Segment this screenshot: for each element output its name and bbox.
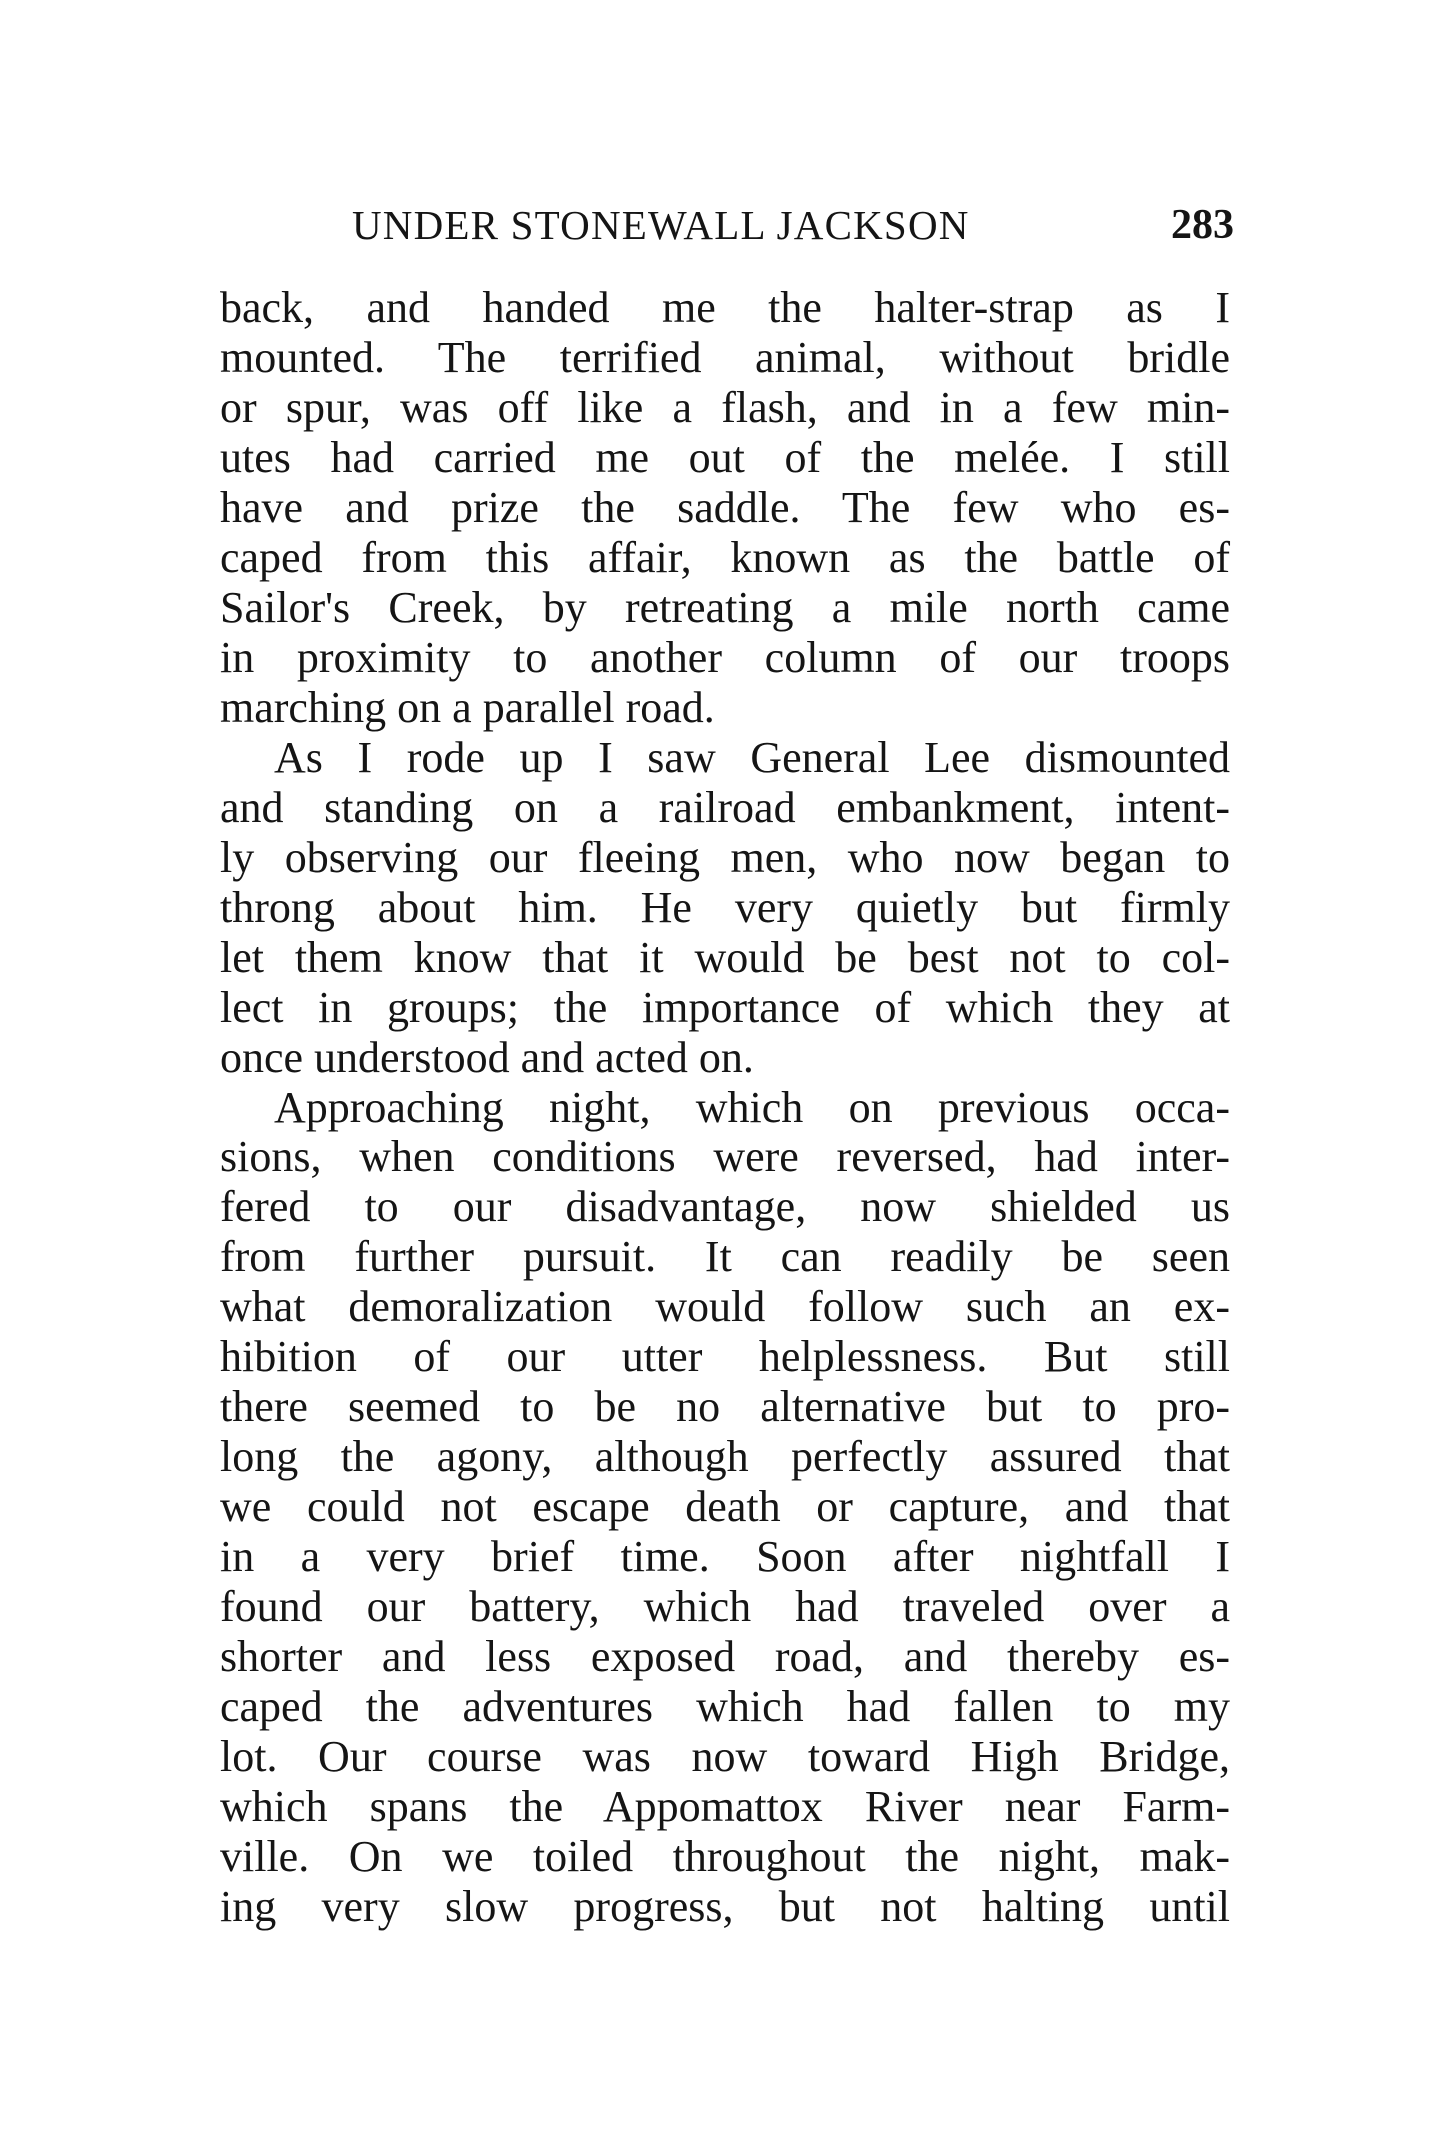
- text-line: sions, when conditions were reversed, had inter-: [220, 1132, 1230, 1182]
- paragraph-end-line: once understood and acted on.: [220, 1032, 754, 1082]
- text-line: have and prize the saddle. The few who es-: [220, 482, 1230, 532]
- text-line: hibition of our utter helplessness. But still: [220, 1332, 1230, 1382]
- text-line: back, and handed me the halter-strap as I: [220, 283, 1230, 332]
- paragraph-start-line: As I rode up I saw General Lee dismounted: [274, 732, 1230, 782]
- page-number: 283: [1171, 202, 1234, 248]
- running-title: UNDER STONEWALL JACKSON: [352, 202, 970, 248]
- text-line: there seemed to be no alternative but to pro-: [220, 1382, 1230, 1432]
- text-line: which spans the Appomattox River near Farm-: [220, 1782, 1230, 1832]
- text-line: Sailor's Creek, by retreating a mile north came: [220, 582, 1230, 632]
- text-line: what demoralization would follow such an ex-: [220, 1282, 1230, 1332]
- text-line: we could not escape death or capture, and that: [220, 1482, 1230, 1532]
- text-line: caped the adventures which had fallen to my: [220, 1682, 1230, 1732]
- running-head: [352, 197, 1234, 253]
- text-line: long the agony, although perfectly assured that: [220, 1432, 1230, 1482]
- text-line: ly observing our fleeing men, who now began to: [220, 832, 1230, 882]
- text-line: utes had carried me out of the melée. I still: [220, 432, 1230, 482]
- text-line: fered to our disadvantage, now shielded us: [220, 1182, 1230, 1232]
- text-line: or spur, was off like a flash, and in a few min-: [220, 382, 1230, 432]
- text-line: lect in groups; the importance of which they at: [220, 982, 1230, 1032]
- text-line: caped from this affair, known as the battle of: [220, 532, 1230, 582]
- text-line: shorter and less exposed road, and thereby es-: [220, 1632, 1230, 1682]
- text-line: mounted. The terrified animal, without bridle: [220, 332, 1230, 382]
- text-line: in proximity to another column of our troops: [220, 632, 1230, 682]
- text-line: let them know that it would be best not to col-: [220, 932, 1230, 982]
- text-line: from further pursuit. It can readily be seen: [220, 1232, 1230, 1282]
- text-line: ing very slow progress, but not halting until: [220, 1882, 1230, 1931]
- text-line: and standing on a railroad embankment, intent-: [220, 782, 1230, 832]
- text-line: throng about him. He very quietly but firmly: [220, 882, 1230, 932]
- paragraph-start-line: Approaching night, which on previous occa-: [274, 1082, 1230, 1132]
- paragraph-end-line: marching on a parallel road.: [220, 682, 715, 732]
- text-line: in a very brief time. Soon after nightfall I: [220, 1532, 1230, 1582]
- text-line: ville. On we toiled throughout the night, mak-: [220, 1832, 1230, 1882]
- text-line: found our battery, which had traveled over a: [220, 1582, 1230, 1632]
- body-text: [220, 283, 1230, 1932]
- text-line: lot. Our course was now toward High Bridge,: [220, 1732, 1230, 1782]
